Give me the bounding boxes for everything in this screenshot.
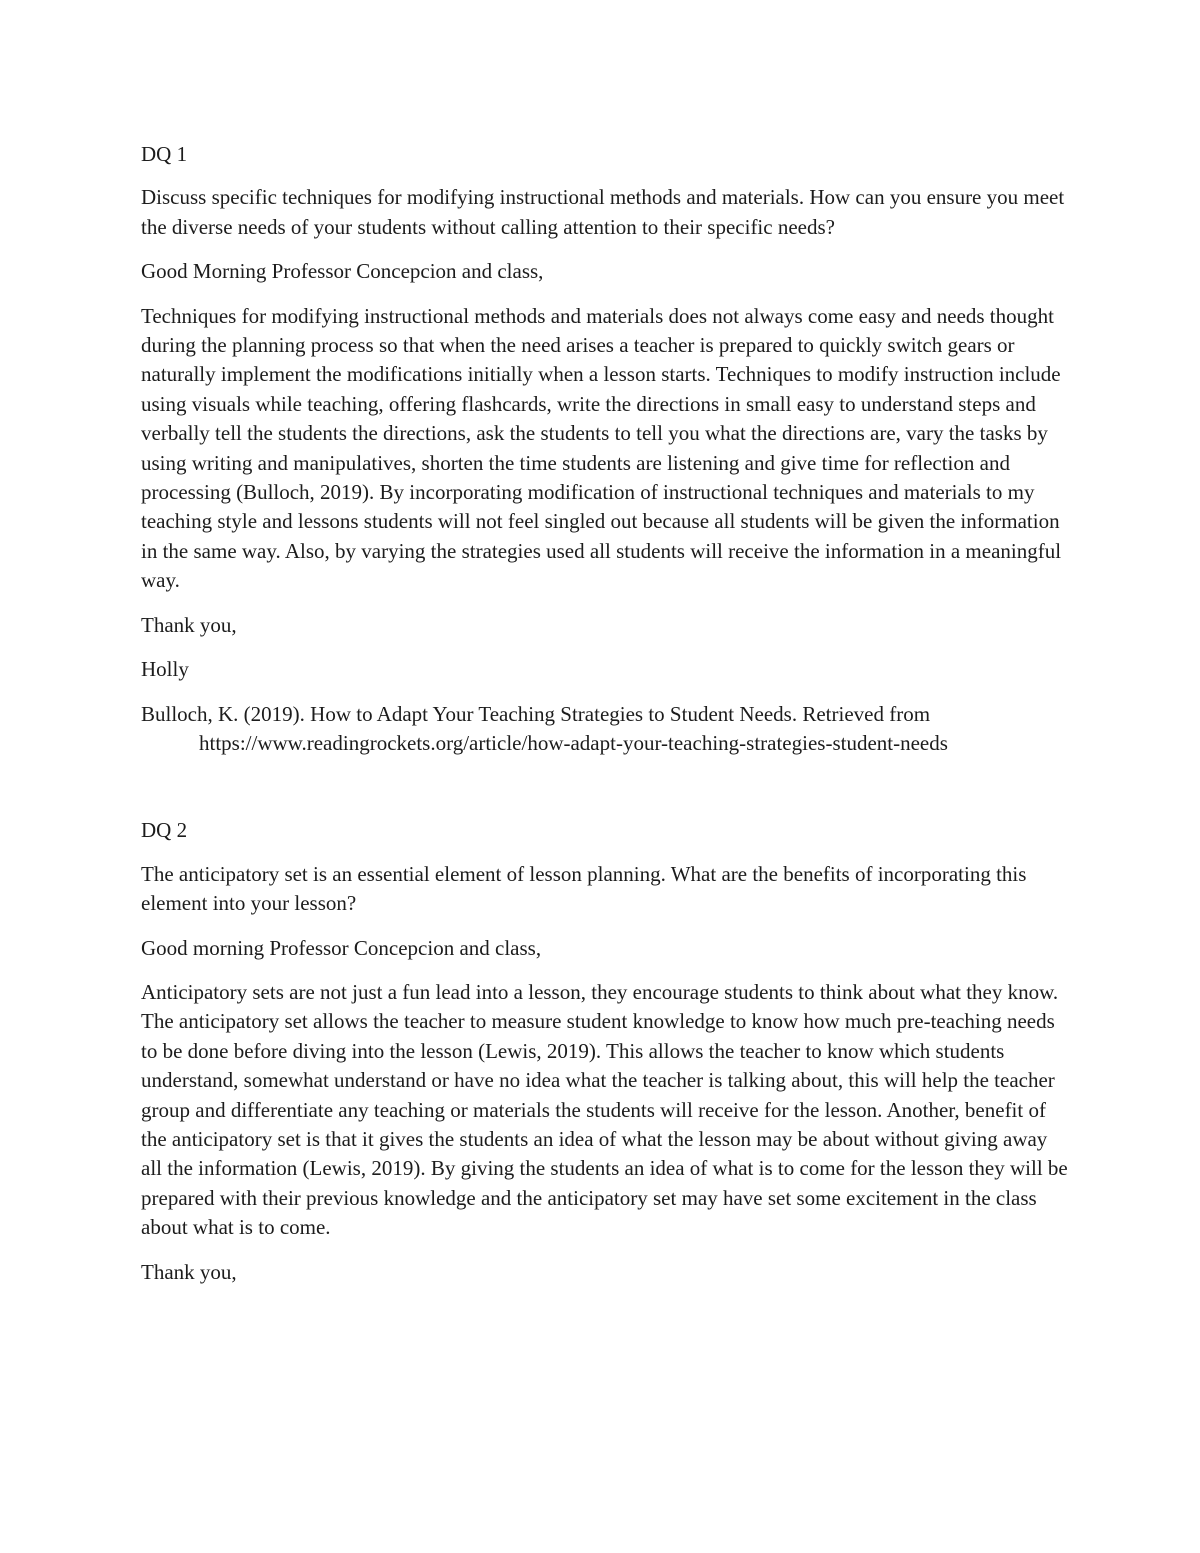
dq1-closing: Thank you, xyxy=(141,612,237,637)
dq2-heading: DQ 2 xyxy=(141,818,188,843)
dq1-signature: Holly xyxy=(141,657,189,682)
dq1-question: Discuss specific techniques for modifying instructional methods and materials. How can you ensure you meet the diverse needs of your students without calling attention to their specific needs? xyxy=(141,185,1065,239)
dq1-reference: Bulloch, K. (2019). How to Adapt Your Teaching Strategies to Student Needs. Retrieved from https://www.readingrockets.org/article/how-adapt-your-teaching-strategies-student-needs xyxy=(141,701,948,755)
dq2-closing: Thank you, xyxy=(141,1259,237,1284)
dq2-greeting: Good morning Professor Concepcion and class, xyxy=(141,935,542,960)
dq2-question: The anticipatory set is an essential element of lesson planning. What are the benefits of incorporating this element into your lesson? xyxy=(141,861,1027,916)
document-content xyxy=(141,140,1071,1302)
dq1-heading: DQ 1 xyxy=(141,142,188,166)
dq1-greeting: Good Morning Professor Concepcion and class, xyxy=(141,259,544,284)
dq2-body: Anticipatory sets are not just a fun lead into a lesson, they encourage students to think about what they know. The anticipatory set allows the teacher to measure student knowledge to know how much pre-teaching needs to be done before diving into the lesson (Lewis, 2019). This allows the teacher to know which students understand, somewhat understand or have no idea what the teacher is talking about, this will help the teacher group and differentiate any teaching or materials the students will receive for the lesson. Another, benefit of the anticipatory set is that it gives the students an idea of what the lesson may be about without giving away all the information (Lewis, 2019). By giving the students an idea of what is to come for the lesson they will be prepared with their previous knowledge and the anticipatory set may have set some excitement in the class about what is to come. xyxy=(141,979,1068,1240)
dq2-section xyxy=(141,816,1071,1287)
dq1-section xyxy=(141,140,1071,758)
dq1-body: Techniques for modifying instructional methods and materials does not always come easy and needs thought during the planning process so that when the need arises a teacher is prepared to quickly switch gears or naturally implement the modifications initially when a lesson starts. Techniques to modify instruction include using visuals while teaching, offering flashcards, write the directions in small easy to understand steps and verbally tell the students the directions, ask the students to tell you what the directions are, vary the tasks by using writing and manipulatives, shorten the time students are listening and give time for reflection and processing (Bulloch, 2019). By incorporating modification of instructional techniques and materials to my teaching style and lessons students will not feel singled out because all students will be given the information in the same way. Also, by varying the strategies used all students will receive the information in a meaningful way. xyxy=(141,303,1062,593)
